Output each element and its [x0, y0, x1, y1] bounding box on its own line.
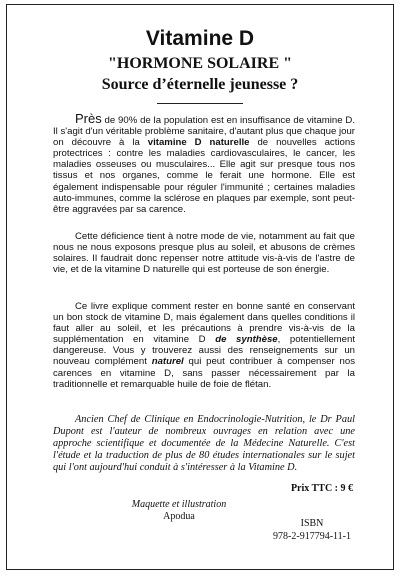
deficiency-paragraph: [53, 231, 355, 275]
book-subtitle: "HORMONE SOLAIRE ": [107, 55, 292, 72]
lead-word: Près: [75, 111, 102, 126]
deficiency-text: Cette déficience tient à notre mode de vie, notamment au fait que nous ne nous exposons presque plus au soleil, et abusons de crèmes solaires. Il faudrait donc repenser notre attitude vis-à-vis de l'astre de vie, et de la vitamine D naturelle qui est porteuse de son énergie.: [53, 231, 355, 276]
title-divider: [157, 103, 243, 104]
price-label: Prix TTC : 9 €: [290, 483, 353, 494]
book-title: Vitamine D: [145, 27, 255, 50]
summary-emphasis-synthese: de synthèse: [215, 334, 278, 346]
credits-label: Maquette et illustration: [131, 499, 227, 510]
summary-text-c: qui peut contribuer à compenser nos carences en vitamine D, sans passer nécessairement par la traditionnelle et remarquable huile de foie de flétan.: [53, 356, 355, 390]
book-summary-paragraph: [53, 301, 355, 390]
isbn-block: [273, 518, 351, 543]
isbn-label: ISBN: [300, 518, 324, 529]
intro-text-b: de nouvelles actions protectrices : contre les maladies cardiovasculaires, le cancer, les maladies osseuses ou musculaires... Elle agit sur presque tous nos tissus et nos organes, comme le ferait une hormone. Elle est également indispensable pour réguler l'immunité ; certaines maladies auto-immunes, comme la sclérose en plaques par exemple, sont peut-être aggravées par sa carence.: [53, 137, 355, 215]
intro-paragraph: [53, 113, 355, 215]
intro-highlight: vitamine D naturelle: [147, 137, 250, 149]
summary-text-a: Ce livre explique comment rester en bonne santé en conservant un bon stock de vitamine D, mais également dans quelles conditions il faut aller au soleil, et les précautions à prendre vis-à-vis de la supplémentation en vitamine D: [53, 301, 355, 346]
author-bio: Ancien Chef de Clinique en Endocrinologie-Nutrition, le Dr Paul Dupont est l'auteur de nombreux ouvrages en relation avec une approche scientifique et documentée de la Médecine Naturelle. C'est l'étude et la traduction de plus de 80 études internationales sur le sujet qui l'ont aujourd'hui conduit à s'intéresser à la Vitamine D.: [53, 414, 355, 474]
book-tagline: Source d’éternelle jeunesse ?: [101, 76, 299, 93]
credits-name: Apodua: [163, 511, 195, 522]
intro-text-a: de 90% de la population est en insuffisance de vitamine D. Il s'agit d'un véritable problème sanitaire, d'autant plus que chaque jour on découvre à la: [53, 115, 355, 149]
credits-block: [119, 499, 239, 523]
summary-text-b: , potentiellement dangereuse. Vous y trouverez aussi des renseignements sur un nouveau complément: [53, 334, 355, 368]
isbn-number: 978-2-917794-11-1: [273, 530, 351, 542]
summary-emphasis-naturel: naturel: [151, 356, 184, 368]
back-cover: [6, 4, 394, 570]
